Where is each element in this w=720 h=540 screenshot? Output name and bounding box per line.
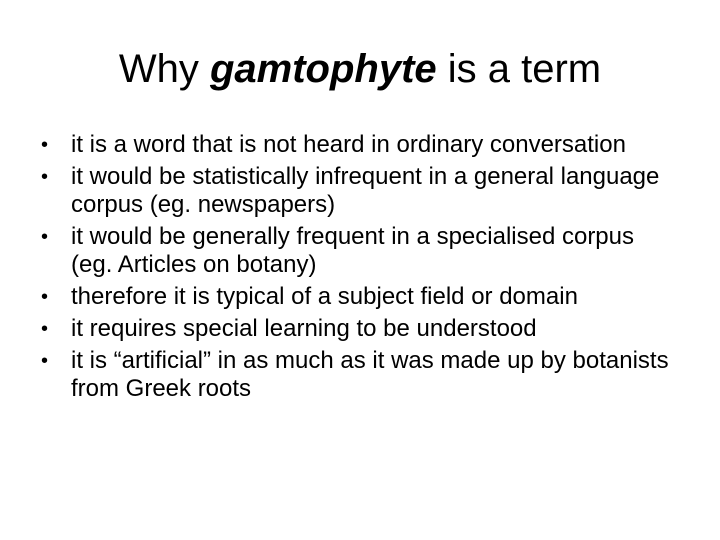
bullet-text: it requires special learning to be understood [71, 315, 537, 342]
bullet-marker: • [41, 166, 49, 188]
bullet-item [41, 131, 681, 159]
bullet-item [41, 163, 681, 219]
bullet-marker: • [41, 134, 49, 156]
bullet-marker: • [41, 286, 49, 308]
bullet-text: it would be generally frequent in a specialised corpus (eg. Articles on botany) [71, 223, 635, 278]
bullet-item [41, 347, 681, 403]
bullet-text: therefore it is typical of a subject field or domain [71, 283, 578, 310]
bullet-item [41, 283, 681, 311]
bullet-marker: • [41, 226, 49, 248]
bullet-marker: • [41, 318, 49, 340]
bullet-item [41, 223, 681, 279]
title-prefix: Why [118, 47, 210, 91]
bullet-list [41, 131, 681, 407]
bullet-text: it would be statistically infrequent in a general language corpus (eg. newspapers) [71, 163, 660, 218]
title-suffix: is a term [436, 47, 602, 91]
bullet-item [41, 315, 681, 343]
slide-title [0, 44, 720, 94]
bullet-text: it is a word that is not heard in ordinary conversation [71, 131, 626, 158]
bullet-marker: • [41, 350, 49, 372]
title-emphasis-term: gamtophyte [209, 47, 437, 91]
bullet-text: it is “artificial” in as much as it was made up by botanists from Greek roots [71, 347, 669, 402]
